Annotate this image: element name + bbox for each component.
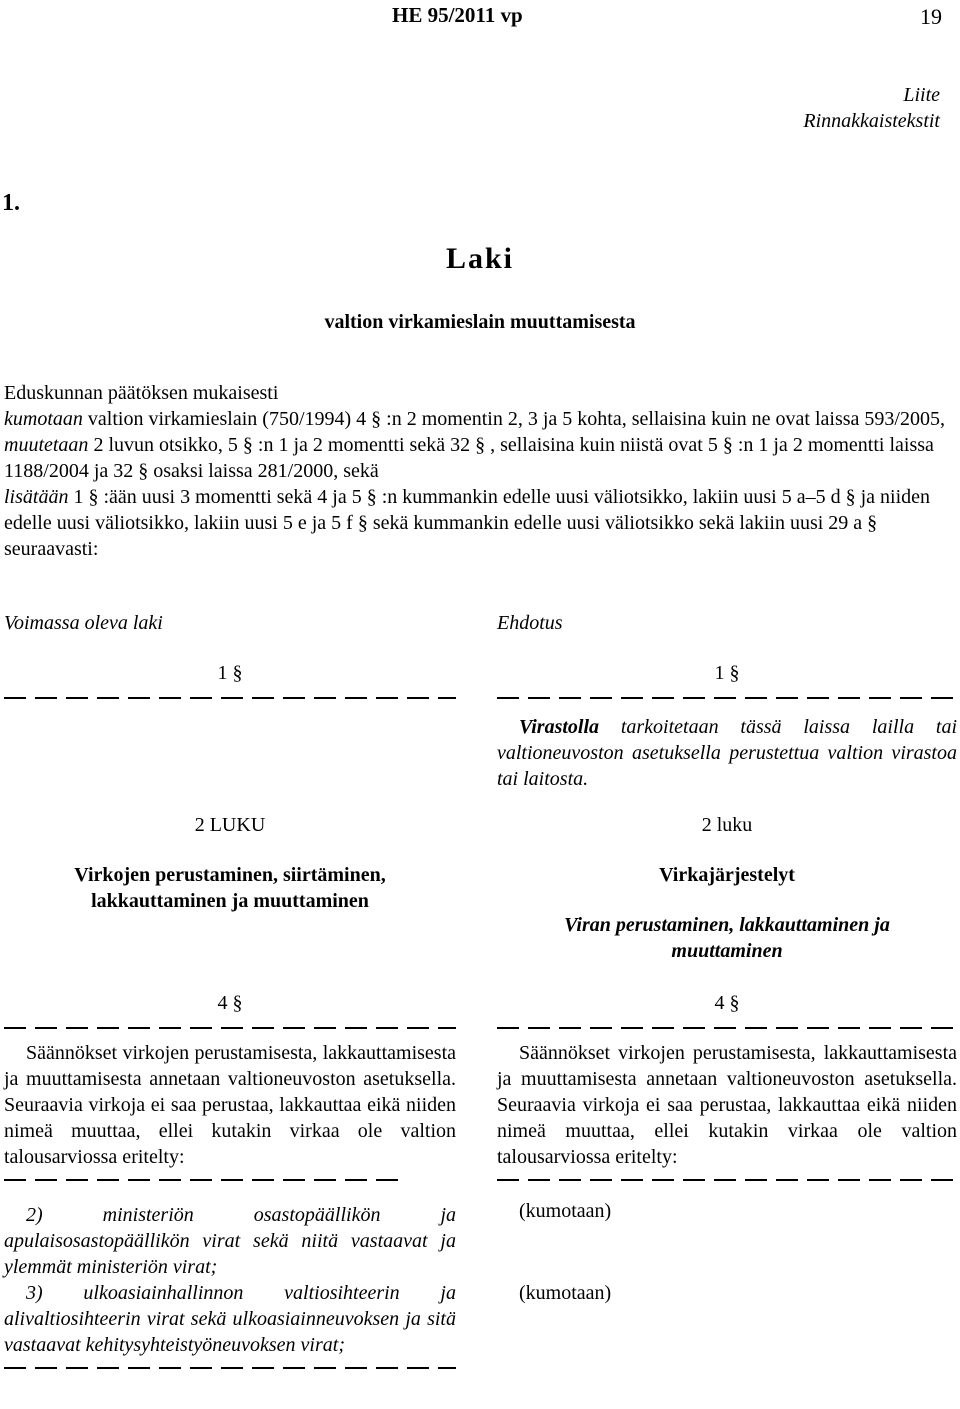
omission-dashes (497, 1022, 957, 1034)
omission-dashes (497, 692, 957, 704)
column-heading-current-law: Voimassa oleva laki (4, 612, 163, 634)
right-chapter (497, 812, 957, 964)
omission-dashes (4, 692, 456, 704)
chapter-title: Virkajärjestelyt (659, 864, 795, 886)
section-number: 4 § (217, 992, 243, 1014)
section-text: Säännökset virkojen perustamisesta, lakkauttamisesta ja muuttamisesta annetaan valtioneuvoston asetuksella. Seuraavia virkoja ei saa perustaa, lakkauttaa eikä niiden nimeä muuttaa, ellei kutakin virkaa ole valtion talousarviossa eritelty: (497, 1042, 957, 1168)
repealed-item-2: (kumotaan) (519, 1200, 612, 1222)
preamble-amend (4, 432, 958, 484)
list-item-2: 2) ministeriön osastopäällikön ja apulaisosastopäällikön virat sekä niitä vastaavat ja ylemmät ministeriön virat; (4, 1204, 456, 1278)
omission-dashes (497, 1174, 957, 1186)
preamble-amend-text: 2 luvun otsikko, 5 § :n 1 ja 2 momentti sekä 32 § , sellaisina kuin niistä ovat 5 § :n 1 ja 2 momentti laissa 1188/2004 ja 32 § osaksi laissa 281/2000, sekä (4, 434, 934, 482)
preamble-add-verb: lisätään (4, 486, 69, 508)
section-number: 1 § (217, 662, 243, 684)
preamble-repeal-verb: kumotaan (4, 408, 83, 430)
chapter-title: Virkojen perustaminen, siirtäminen, lakkauttaminen ja muuttaminen (74, 864, 386, 912)
preamble (4, 380, 958, 562)
left-chapter (4, 812, 456, 914)
omission-dashes (4, 1362, 456, 1374)
preamble-add (4, 484, 958, 562)
preamble-intro: Eduskunnan päätöksen mukaisesti (4, 382, 279, 404)
section-text: Säännökset virkojen perustamisesta, lakkauttamisesta ja muuttamisesta annetaan valtioneuvoston asetuksella. Seuraavia virkoja ei saa perustaa, lakkauttaa eikä niiden nimeä muuttaa, ellei kutakin virkaa ole valtion talousarviossa eritelty: (4, 1042, 456, 1168)
preamble-repeal-text: valtion virkamieslain (750/1994) 4 § :n 2 momentin 2, 3 ja 5 kohta, sellaisina kuin ne ovat laissa 593/2005, (82, 408, 945, 430)
right-section-4 (497, 990, 957, 1306)
omission-dashes (4, 1022, 456, 1034)
section-text (497, 714, 957, 792)
section-number: 4 § (714, 992, 740, 1014)
chapter-number: 2 luku (701, 814, 753, 836)
page-number: 19 (920, 4, 942, 29)
appendix-line-1: Liite (903, 84, 940, 106)
preamble-amend-verb: muutetaan (4, 434, 89, 456)
list-item-3: 3) ulkoasiainhallinnon valtiosihteerin ja alivaltiosihteerin virat sekä ulkoasiainneuvoksen ja sitä vastaavat kehitysyhteistyöneuvoksen virat; (4, 1282, 456, 1356)
law-subtitle: valtion virkamieslain muuttamisesta (324, 311, 636, 333)
chapter-number: 2 LUKU (194, 814, 266, 836)
repealed-item-3: (kumotaan) (519, 1282, 612, 1304)
document-number: 1. (2, 190, 20, 216)
appendix-line-2: Rinnakkaistekstit (803, 110, 940, 132)
document-id: HE 95/2011 vp (392, 3, 523, 27)
preamble-add-text: 1 § :ään uusi 3 momentti sekä 4 ja 5 § :n kummankin edelle uusi väliotsikko, lakiin uusi 5 a–5 d § ja niiden edelle uusi väliotsikko, lakiin uusi 5 e ja 5 f § sekä kummankin edelle uusi väliotsikko sekä lakiin uusi 29 a § seuraavasti: (4, 486, 930, 560)
column-heading-proposal: Ehdotus (497, 612, 563, 634)
law-title: Laki (445, 242, 515, 275)
section-number: 1 § (714, 662, 740, 684)
appendix-label (803, 82, 940, 134)
preamble-repeal (4, 406, 958, 432)
right-section-1 (497, 660, 957, 792)
definition-text: tarkoitetaan tässä laissa lailla tai valtioneuvoston asetuksella perustettua valtion virastoa tai laitosta. (497, 716, 957, 790)
subheading: Viran perustaminen, lakkauttaminen ja muuttaminen (564, 914, 890, 962)
left-section-4 (4, 990, 456, 1374)
left-section-1 (4, 660, 456, 704)
defined-term: Virastolla (519, 716, 600, 738)
page-header (0, 2, 960, 32)
omission-dashes (4, 1174, 404, 1186)
